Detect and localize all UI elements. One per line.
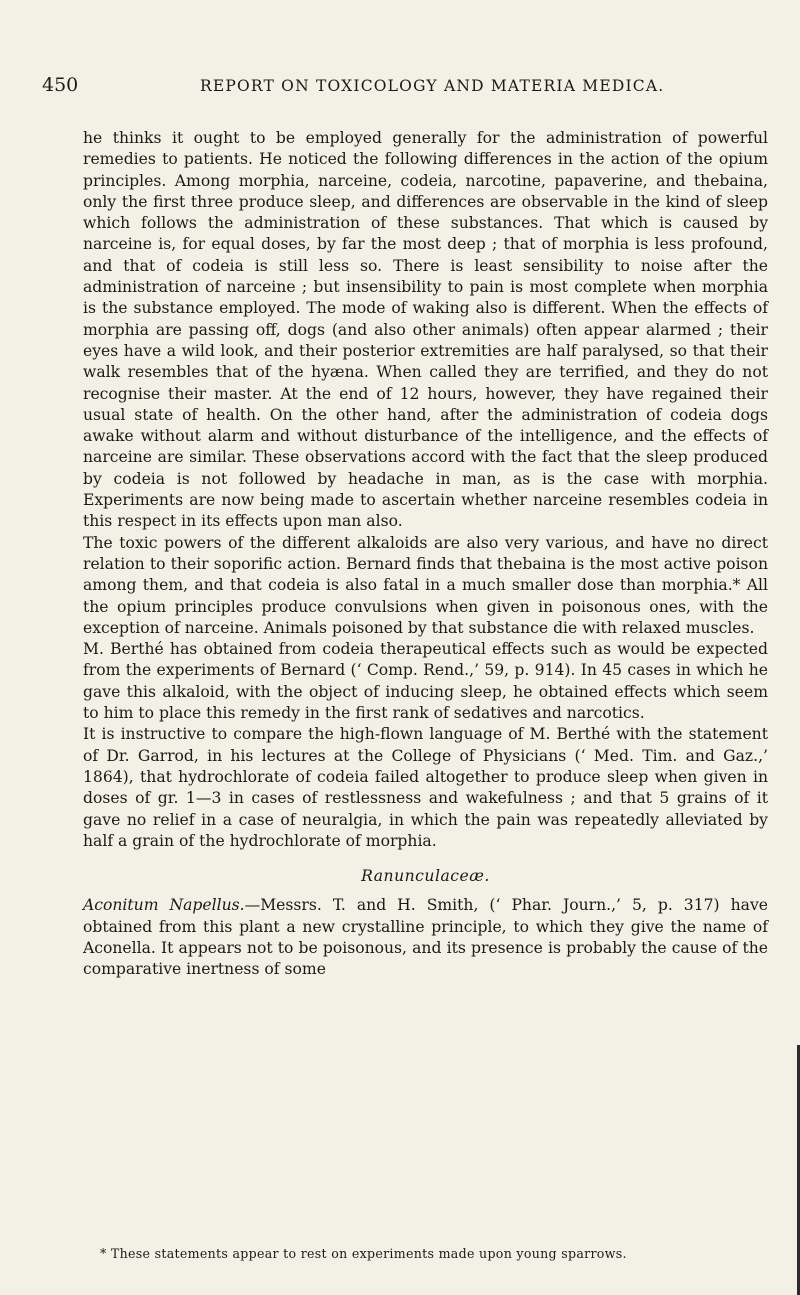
page-header: [42, 74, 762, 106]
body-text: [83, 128, 768, 981]
paragraph-toxic-powers: The toxic powers of the different alkaloids are also very various, and have no direct relation to their soporific action. Bernard finds that thebaina is the most active poison among them, and that codeia is also fatal in a much smaller dose than morphia.* All the opium principles produce convulsions when given in poisonous ones, with the exception of narceine. Animals poisoned by that substance die with relaxed muscles.: [83, 533, 768, 637]
page-number: 450: [42, 74, 79, 96]
section-heading: Ranunculaceæ.: [361, 867, 490, 886]
running-head: REPORT ON TOXICOLOGY AND MATERIA MEDICA.: [200, 77, 665, 95]
footnote: * These statements appear to rest on experiments made upon young sparrows.: [100, 1246, 627, 1261]
aconitum-title: Aconitum Napellus.: [83, 896, 245, 915]
aconitum-text: —Messrs. T. and H. Smith, (‘ Phar. Journ.,’ 5, p. 317) have obtained from this plant a new crystalline principle, to which they give the name of Aconella. It appears not to be poisonous, and its presence is probably the cause of the comparative inertness of some: [83, 896, 768, 979]
paragraph-garrod: It is instructive to compare the high-flown language of M. Berthé with the statement of Dr. Garrod, in his lectures at the College of Physicians (‘ Med. Tim. and Gaz.,’ 1864), that hydrochlorate of codeia failed altogether to produce sleep when given in doses of gr. 1—3 in cases of restlessness and wakefulness ; and that 5 grains of it gave no relief in a case of neuralgia, in which the pain was repeatedly alleviated by half a grain of the hydrochlorate of morphia.: [83, 725, 768, 850]
paragraph-aconitum: [83, 895, 768, 980]
paragraph-opium-principles: he thinks it ought to be employed generally for the administration of powerful remedies to patients. He noticed the following differences in the action of the opium principles. Among morphia, narceine, codeia, narcotine, papaverine, and thebaina, only the first three produce sleep, and differences are observable in the kind of sleep which follows the administration of these substances. That which is caused by narceine is, for equal doses, by far the most deep ; that of morphia is less profound, and that of codeia is still less so. There is least sensibility to noise after the administration of narceine ; but insensibility to pain is most complete when morphia is the substance employed. The mode of waking also is different. When the effects of morphia are passing off, dogs (and also other animals) often appear alarmed ; their eyes have a wild look, and their posterior extremities are half paralysed, so that their walk resembles that of the hyæna. When called they are terrified, and they do not recognise their master. At the end of 12 hours, however, they have regained their usual state of health. On the other hand, after the administration of codeia dogs awake without alarm and without disturbance of the intelligence, and the effects of narceine are similar. These observations accord with the fact that the sleep produced by codeia is not followed by headache in man, as is the case with morphia. Experiments are now being made to ascertain whether narceine resembles codeia in this respect in its effects upon man also.: [83, 129, 768, 531]
paragraph-berthe: M. Berthé has obtained from codeia therapeutical effects such as would be expected from the experiments of Bernard (‘ Comp. Rend.,’ 59, p. 914). In 45 cases in which he gave this alkaloid, with the object of inducing sleep, he obtained effects which seem to him to place this remedy in the first rank of sedatives and narcotics.: [83, 640, 768, 723]
